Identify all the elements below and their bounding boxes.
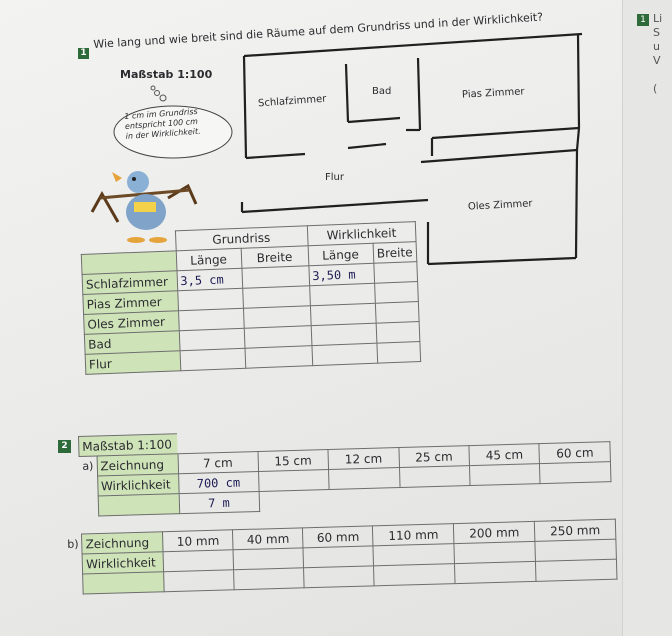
row-label: Pias Zimmer	[83, 291, 178, 315]
answer-cell[interactable]	[164, 570, 235, 592]
part-b-label: b)	[67, 537, 79, 551]
answer-cell[interactable]	[536, 559, 617, 581]
row-label: Schlafzimmer	[82, 271, 177, 295]
col-breite: Breite	[373, 242, 417, 264]
value-cell: 110 mm	[373, 524, 454, 546]
cell-plan-width[interactable]	[241, 266, 309, 289]
cell-plan-length[interactable]	[180, 348, 246, 370]
value-cell: 25 cm	[398, 446, 469, 468]
answer-cell[interactable]: 700 cm	[178, 471, 259, 493]
answer-cell[interactable]	[540, 462, 611, 484]
cell-plan-width[interactable]	[243, 306, 311, 329]
answer-cell[interactable]	[535, 539, 616, 561]
task-2b-table	[64, 519, 617, 595]
answer-cell[interactable]	[329, 468, 400, 490]
answer-cell[interactable]	[163, 550, 234, 572]
answer-cell[interactable]	[455, 561, 536, 583]
cell-plan-width[interactable]	[245, 346, 313, 369]
cell-real-length[interactable]	[311, 343, 377, 365]
answer-cell[interactable]	[373, 544, 454, 566]
edge-text: Li	[653, 12, 663, 25]
value-cell: 7 cm	[178, 451, 259, 473]
answer-cell[interactable]	[374, 564, 455, 586]
value-cell: 45 cm	[469, 444, 540, 466]
edge-text: (	[653, 82, 658, 95]
answer-cell[interactable]	[234, 568, 305, 590]
cell-plan-width[interactable]	[244, 326, 312, 349]
task-2a-table	[78, 421, 612, 517]
scale-label: Maßstab 1:100	[120, 68, 213, 81]
task-1-number: 1	[78, 48, 89, 59]
cell-real-length[interactable]	[310, 303, 376, 325]
task-2-number: 2	[58, 440, 71, 453]
edge-text: u	[653, 40, 660, 53]
cell-plan-length[interactable]: 3,5 cm	[176, 268, 242, 290]
answer-cell[interactable]	[304, 566, 375, 588]
header-grundriss: Grundriss	[175, 226, 308, 251]
cell-plan-length[interactable]	[179, 328, 245, 350]
cell-real-width[interactable]	[376, 322, 420, 344]
cell-real-width[interactable]	[376, 342, 420, 364]
value-cell: 12 cm	[328, 448, 399, 470]
row-label: Bad	[84, 331, 179, 355]
row-zeichnung: Zeichnung	[97, 454, 179, 476]
row-spacer	[83, 572, 165, 594]
value-cell: 200 mm	[454, 521, 535, 543]
answer-cell[interactable]	[399, 466, 470, 488]
answer-cell[interactable]	[469, 464, 540, 486]
answer-cell[interactable]	[303, 546, 374, 568]
hint-line: in der Wirklichkeit.	[125, 126, 201, 141]
part-a-label: a)	[82, 459, 94, 474]
value-cell: 60 mm	[303, 526, 374, 548]
row-label: Flur	[85, 351, 180, 375]
row-wirklichkeit: Wirklichkeit	[82, 552, 164, 574]
value-cell: 40 mm	[233, 528, 304, 550]
thought-bubble-dots	[148, 84, 168, 102]
cell-plan-width[interactable]	[242, 286, 310, 309]
col-laenge: Länge	[176, 248, 242, 270]
col-laenge: Länge	[308, 243, 374, 265]
answer-cell[interactable]	[258, 470, 329, 492]
edge-text: S	[653, 26, 660, 39]
plan-label-pias: Pias Zimmer	[461, 86, 525, 101]
cell-plan-length[interactable]	[178, 308, 244, 330]
answer-cell[interactable]	[454, 541, 535, 563]
task-2-scale: Maßstab 1:100	[79, 434, 178, 457]
cell-real-width[interactable]	[375, 302, 419, 324]
value-cell: 15 cm	[258, 450, 329, 472]
edge-text: V	[653, 54, 661, 67]
row-spacer	[98, 494, 180, 516]
value-cell: 60 cm	[539, 442, 610, 464]
cell-real-width[interactable]	[374, 282, 418, 304]
row-label: Oles Zimmer	[84, 311, 179, 335]
answer-cell[interactable]: 7 m	[179, 491, 260, 513]
col-breite: Breite	[241, 246, 309, 269]
hint-text	[124, 107, 201, 142]
hint-line: 1 cm im Grundriss	[124, 106, 198, 121]
row-wirklichkeit: Wirklichkeit	[97, 474, 179, 496]
plan-label-oles: Oles Zimmer	[467, 198, 533, 213]
answer-cell[interactable]	[233, 548, 304, 570]
plan-label-flur: Flur	[325, 172, 344, 183]
cell-real-length[interactable]	[309, 283, 375, 305]
plan-label-schlafzimmer: Schlafzimmer	[257, 93, 327, 110]
value-cell: 10 mm	[163, 530, 234, 552]
hint-line: entspricht 100 cm	[124, 116, 199, 131]
cell-real-length[interactable]	[311, 323, 377, 345]
cell-real-length[interactable]: 3,50 m	[308, 263, 374, 285]
next-page-edge	[622, 0, 672, 636]
task-1-question: Wie lang und wie breit sind die Räume auf dem Grundriss und in der Wirklichkeit?	[93, 10, 544, 51]
edge-task-number: 1	[637, 14, 649, 26]
value-cell: 250 mm	[534, 519, 615, 541]
plan-label-bad: Bad	[372, 86, 392, 97]
cell-real-width[interactable]	[373, 262, 417, 284]
header-wirklichkeit: Wirklichkeit	[307, 222, 416, 246]
cell-plan-length[interactable]	[177, 288, 243, 310]
row-zeichnung: Zeichnung	[82, 532, 164, 554]
rooms-table	[80, 221, 421, 375]
